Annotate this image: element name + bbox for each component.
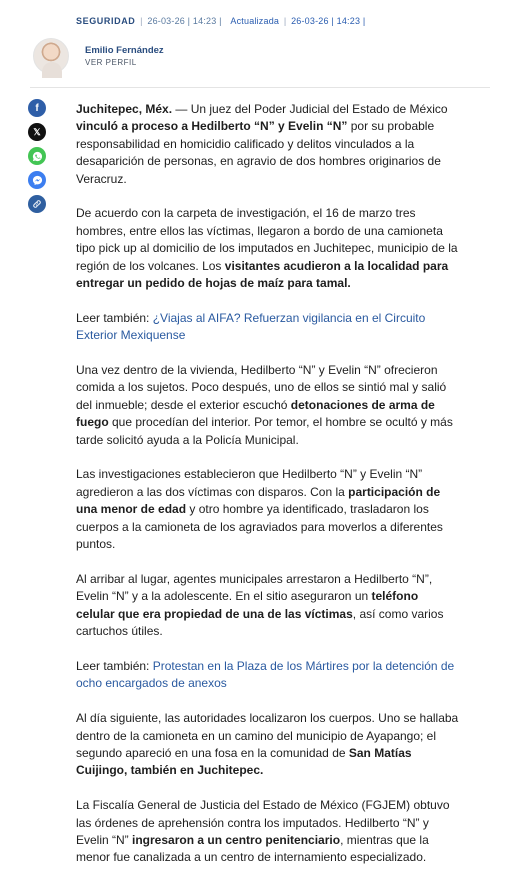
paragraph: Las investigaciones establecieron que Hedilberto “N” y Evelin “N” agredieron a las dos víctimas con disparos. Con la participación de una menor de edad y otro hombre ya identificado, trasladaron los cuerpos a la camioneta de los agraviados para moverlos a diferentes puntos. <box>76 467 443 552</box>
view-profile-link[interactable]: VER PERFIL <box>85 58 137 67</box>
divider <box>30 87 490 88</box>
dateline: Juchitepec, Méx. <box>76 102 173 116</box>
author-block <box>33 38 164 74</box>
link-icon[interactable] <box>28 195 46 213</box>
paragraph: La Fiscalía General de Justicia del Estado de México (FGJEM) obtuvo las órdenes de aprehensión contra los imputados. Hedilberto “N” y Evelin “N” ingresaron a un centro penitenciario, mientras que la menor fue canalizada a un centro de internamiento especializado. <box>76 798 450 865</box>
related-article-link[interactable]: ¿Viajas al AIFA? Refuerzan vigilancia en el Circuito Exterior Mexiquense <box>76 310 426 343</box>
section-label[interactable]: SEGURIDAD <box>76 16 136 26</box>
article-meta: SEGURIDAD | 26-03-26 | 14:23 | Actualizada | 26-03-26 | 14:23 | <box>76 16 366 26</box>
messenger-icon[interactable] <box>28 171 46 189</box>
share-bar <box>28 99 46 219</box>
author-name[interactable]: Emilio Fernández <box>85 45 164 56</box>
whatsapp-icon[interactable] <box>28 147 46 165</box>
paragraph: Al arribar al lugar, agentes municipales arrestaron a Hedilberto “N”, Evelin “N” y a la adolescente. En el sitio aseguraron un teléfono celular que era propiedad de una de las víctimas, así como varios cartuchos útiles. <box>76 571 444 639</box>
related-article-link[interactable]: Protestan en la Plaza de los Mártires por la detención de ocho encargados de anexos <box>76 658 455 691</box>
article-body <box>76 101 460 884</box>
updated-date: 26-03-26 | 14:23 | <box>291 16 366 26</box>
published-date: 26-03-26 | 14:23 | <box>147 16 222 26</box>
read-also: Leer también: ¿Viajas al AIFA? Refuerzan vigilancia en el Circuito Exterior Mexiquense <box>76 310 426 343</box>
facebook-icon[interactable]: f <box>28 99 46 117</box>
paragraph: Al día siguiente, las autoridades localizaron los cuerpos. Uno se hallaba dentro de la camioneta en un camino del municipio de Ayapango; el segundo apareció en una fosa en la comunidad de San Matías Cuijingo, también en Juchitepec. <box>76 711 459 778</box>
avatar[interactable] <box>33 38 69 74</box>
paragraph: Juchitepec, Méx. — Un juez del Poder Judicial del Estado de México vinculó a proceso a Hedilberto “N” y Evelin “N” por su probable responsabilidad en homicidio calificado y delitos vinculados a la desaparición de personas, en agravio de dos hombres originarios de Veracruz. <box>76 102 448 186</box>
paragraph: De acuerdo con la carpeta de investigación, el 16 de marzo tres hombres, entre ellos las víctimas, llegaron a bordo de una camioneta tipo pick up al domicilio de los imputados en Juchitepec, municipio de la región de los volcanes. Los visitantes acudieron a la localidad para entregar un pedido de hojas de maíz para tamal. <box>76 206 458 291</box>
paragraph: Una vez dentro de la vivienda, Hedilberto “N” y Evelin “N” ofrecieron comida a los sujetos. Poco después, uno de ellos se sintió mal y salió del inmueble; desde el exterior escuchó detonaciones de arma de fuego que procedían del interior. Por temor, el hombre se ocultó y más tarde solicitó ayuda a la Policía Municipal. <box>76 363 453 447</box>
x-icon[interactable]: 𝕏 <box>28 123 46 141</box>
updated-label: Actualizada <box>230 16 280 26</box>
read-also: Leer también: Protestan en la Plaza de los Mártires por la detención de ocho encargados de anexos <box>76 658 455 691</box>
